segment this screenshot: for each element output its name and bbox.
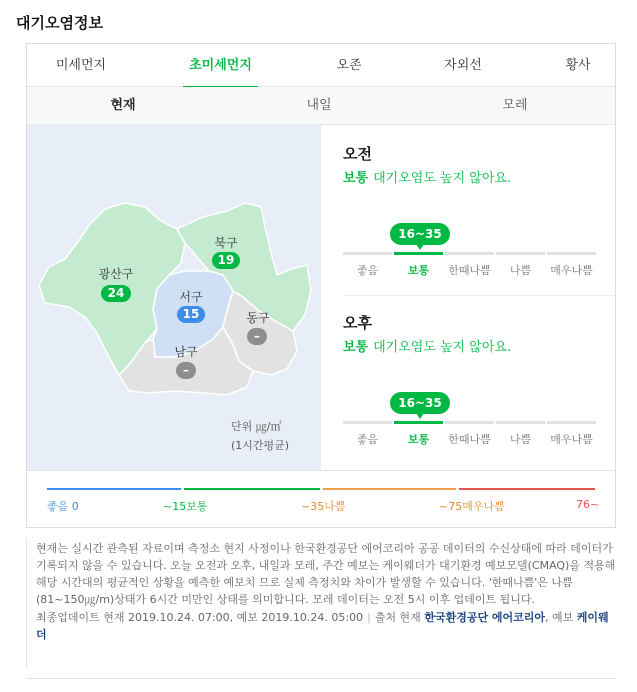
legend-bar-very-bad bbox=[459, 488, 595, 490]
scale-seg-very-bad bbox=[547, 421, 596, 451]
district-name-seo: 서구 bbox=[179, 290, 203, 304]
unit-note bbox=[231, 417, 289, 455]
district-value-seo: 15 bbox=[177, 306, 205, 323]
unit-label: 단위 ㎍/㎥ bbox=[231, 420, 282, 433]
tab-now[interactable]: 현재 bbox=[110, 98, 136, 113]
district-name-buk: 북구 bbox=[214, 236, 238, 250]
scale-label-very-bad: 매우나쁨 bbox=[550, 433, 593, 446]
page-title: 대기오염정보 bbox=[16, 14, 103, 32]
forecast-panel bbox=[321, 125, 615, 470]
scale-seg-normal bbox=[394, 421, 443, 451]
forecast-level-pm: 보통 bbox=[343, 340, 369, 355]
tab-fine-dust[interactable]: 미세먼지 bbox=[55, 58, 107, 73]
forecast-divider bbox=[343, 295, 615, 296]
district-name-dong: 동구 bbox=[246, 311, 270, 325]
source-kweather-link[interactable]: 케이웨더 bbox=[36, 611, 609, 641]
time-tabs bbox=[27, 87, 615, 125]
tab-ultrafine-dust[interactable]: 초미세먼지 bbox=[183, 44, 258, 87]
scale-seg-brief-bad bbox=[445, 252, 494, 282]
forecast-scale-pm bbox=[343, 421, 599, 451]
unit-average-label: (1시간평균) bbox=[231, 439, 290, 452]
scale-seg-very-bad bbox=[547, 252, 596, 282]
legend-bad: ~35나쁨 bbox=[301, 500, 346, 513]
legend-bar-good bbox=[47, 488, 181, 490]
source-mid: , 예보 bbox=[545, 611, 574, 624]
forecast-scale-am bbox=[343, 252, 599, 282]
district-map bbox=[27, 125, 321, 470]
scale-label-normal: 보통 bbox=[407, 433, 430, 446]
scale-label-brief-bad: 한때나쁨 bbox=[448, 264, 491, 277]
level-legend bbox=[27, 470, 615, 527]
scale-seg-good bbox=[343, 252, 392, 282]
district-value-dong: – bbox=[247, 328, 267, 345]
scale-seg-normal bbox=[394, 252, 443, 282]
data-notice bbox=[26, 538, 616, 668]
district-value-nam: – bbox=[176, 362, 196, 379]
pollutant-tabs bbox=[27, 44, 615, 87]
meta-separator: | bbox=[367, 611, 371, 624]
bottom-divider bbox=[26, 678, 616, 679]
tab-uv[interactable]: 자외선 bbox=[444, 58, 482, 73]
scale-label-bad: 나쁨 bbox=[509, 433, 532, 446]
legend-bar-bad bbox=[323, 488, 456, 490]
scale-seg-good bbox=[343, 421, 392, 451]
forecast-range-am: 16~35 bbox=[390, 223, 450, 245]
scale-label-bad: 나쁨 bbox=[509, 264, 532, 277]
district-value-buk: 19 bbox=[212, 252, 240, 269]
notice-text: 현재는 실시간 관측된 자료이며 측정소 현지 사정이나 한국환경공단 에어코리아 공공 데이터의 수신상태에 따라 데이터가 기록되지 않을 수 있습니다. 오늘 오전과 오후, 내일과 모레, 주간 예보는 케이웨더가 대기환경 예보모델(CMAQ)을 적용해 해당 시간대의 평균적인 상황을 예측한 예보치 므로 실제 측정치와 차이가 발생할 수 있습니다. '한때나쁨'은 나쁨(81~150㎍/m)상태가 6시간 미만인 상태를 의미합니다. 모레 데이터는 오전 5시 이후 업데이트 됩니다. bbox=[36, 542, 616, 606]
air-quality-card bbox=[26, 43, 616, 528]
tab-tomorrow[interactable]: 내일 bbox=[306, 98, 332, 113]
scale-label-good: 좋음 bbox=[356, 433, 379, 446]
update-meta bbox=[36, 609, 616, 643]
source-prefix: 출처 현재 bbox=[374, 611, 421, 624]
scale-label-good: 좋음 bbox=[356, 264, 379, 277]
forecast-status-pm bbox=[343, 336, 511, 355]
scale-seg-brief-bad bbox=[445, 421, 494, 451]
update-time: 최종업데이트 현재 2019.10.24. 07:00, 예보 2019.10.24. 05:00 bbox=[36, 611, 364, 624]
tab-yellow-dust[interactable]: 황사 bbox=[565, 58, 591, 73]
district-name-nam: 남구 bbox=[174, 345, 198, 359]
forecast-desc-pm: 대기오염도 높지 않아요. bbox=[373, 340, 512, 355]
forecast-desc-am: 대기오염도 높지 않아요. bbox=[373, 171, 512, 186]
scale-seg-bad bbox=[496, 252, 545, 282]
forecast-status-am bbox=[343, 167, 511, 186]
scale-seg-bad bbox=[496, 421, 545, 451]
district-value-gwangsan: 24 bbox=[101, 285, 131, 302]
legend-bar-normal bbox=[184, 488, 320, 490]
forecast-period-am: 오전 bbox=[343, 145, 372, 163]
forecast-period-pm: 오후 bbox=[343, 314, 372, 332]
legend-normal: ~15보통 bbox=[163, 500, 208, 513]
legend-max: 76~ bbox=[576, 498, 600, 511]
legend-good: 좋음 0 bbox=[47, 500, 79, 513]
forecast-range-pm: 16~35 bbox=[390, 392, 450, 414]
tab-ozone[interactable]: 오존 bbox=[336, 58, 362, 73]
district-name-gwangsan: 광산구 bbox=[98, 267, 134, 281]
scale-label-brief-bad: 한때나쁨 bbox=[448, 433, 491, 446]
legend-very-bad: ~75매우나쁨 bbox=[439, 500, 505, 513]
tab-day-after[interactable]: 모레 bbox=[502, 98, 528, 113]
scale-label-very-bad: 매우나쁨 bbox=[550, 264, 593, 277]
forecast-level-am: 보통 bbox=[343, 171, 369, 186]
source-airkorea-link[interactable]: 한국환경공단 에어코리아 bbox=[424, 611, 546, 624]
scale-label-normal: 보통 bbox=[407, 264, 430, 277]
